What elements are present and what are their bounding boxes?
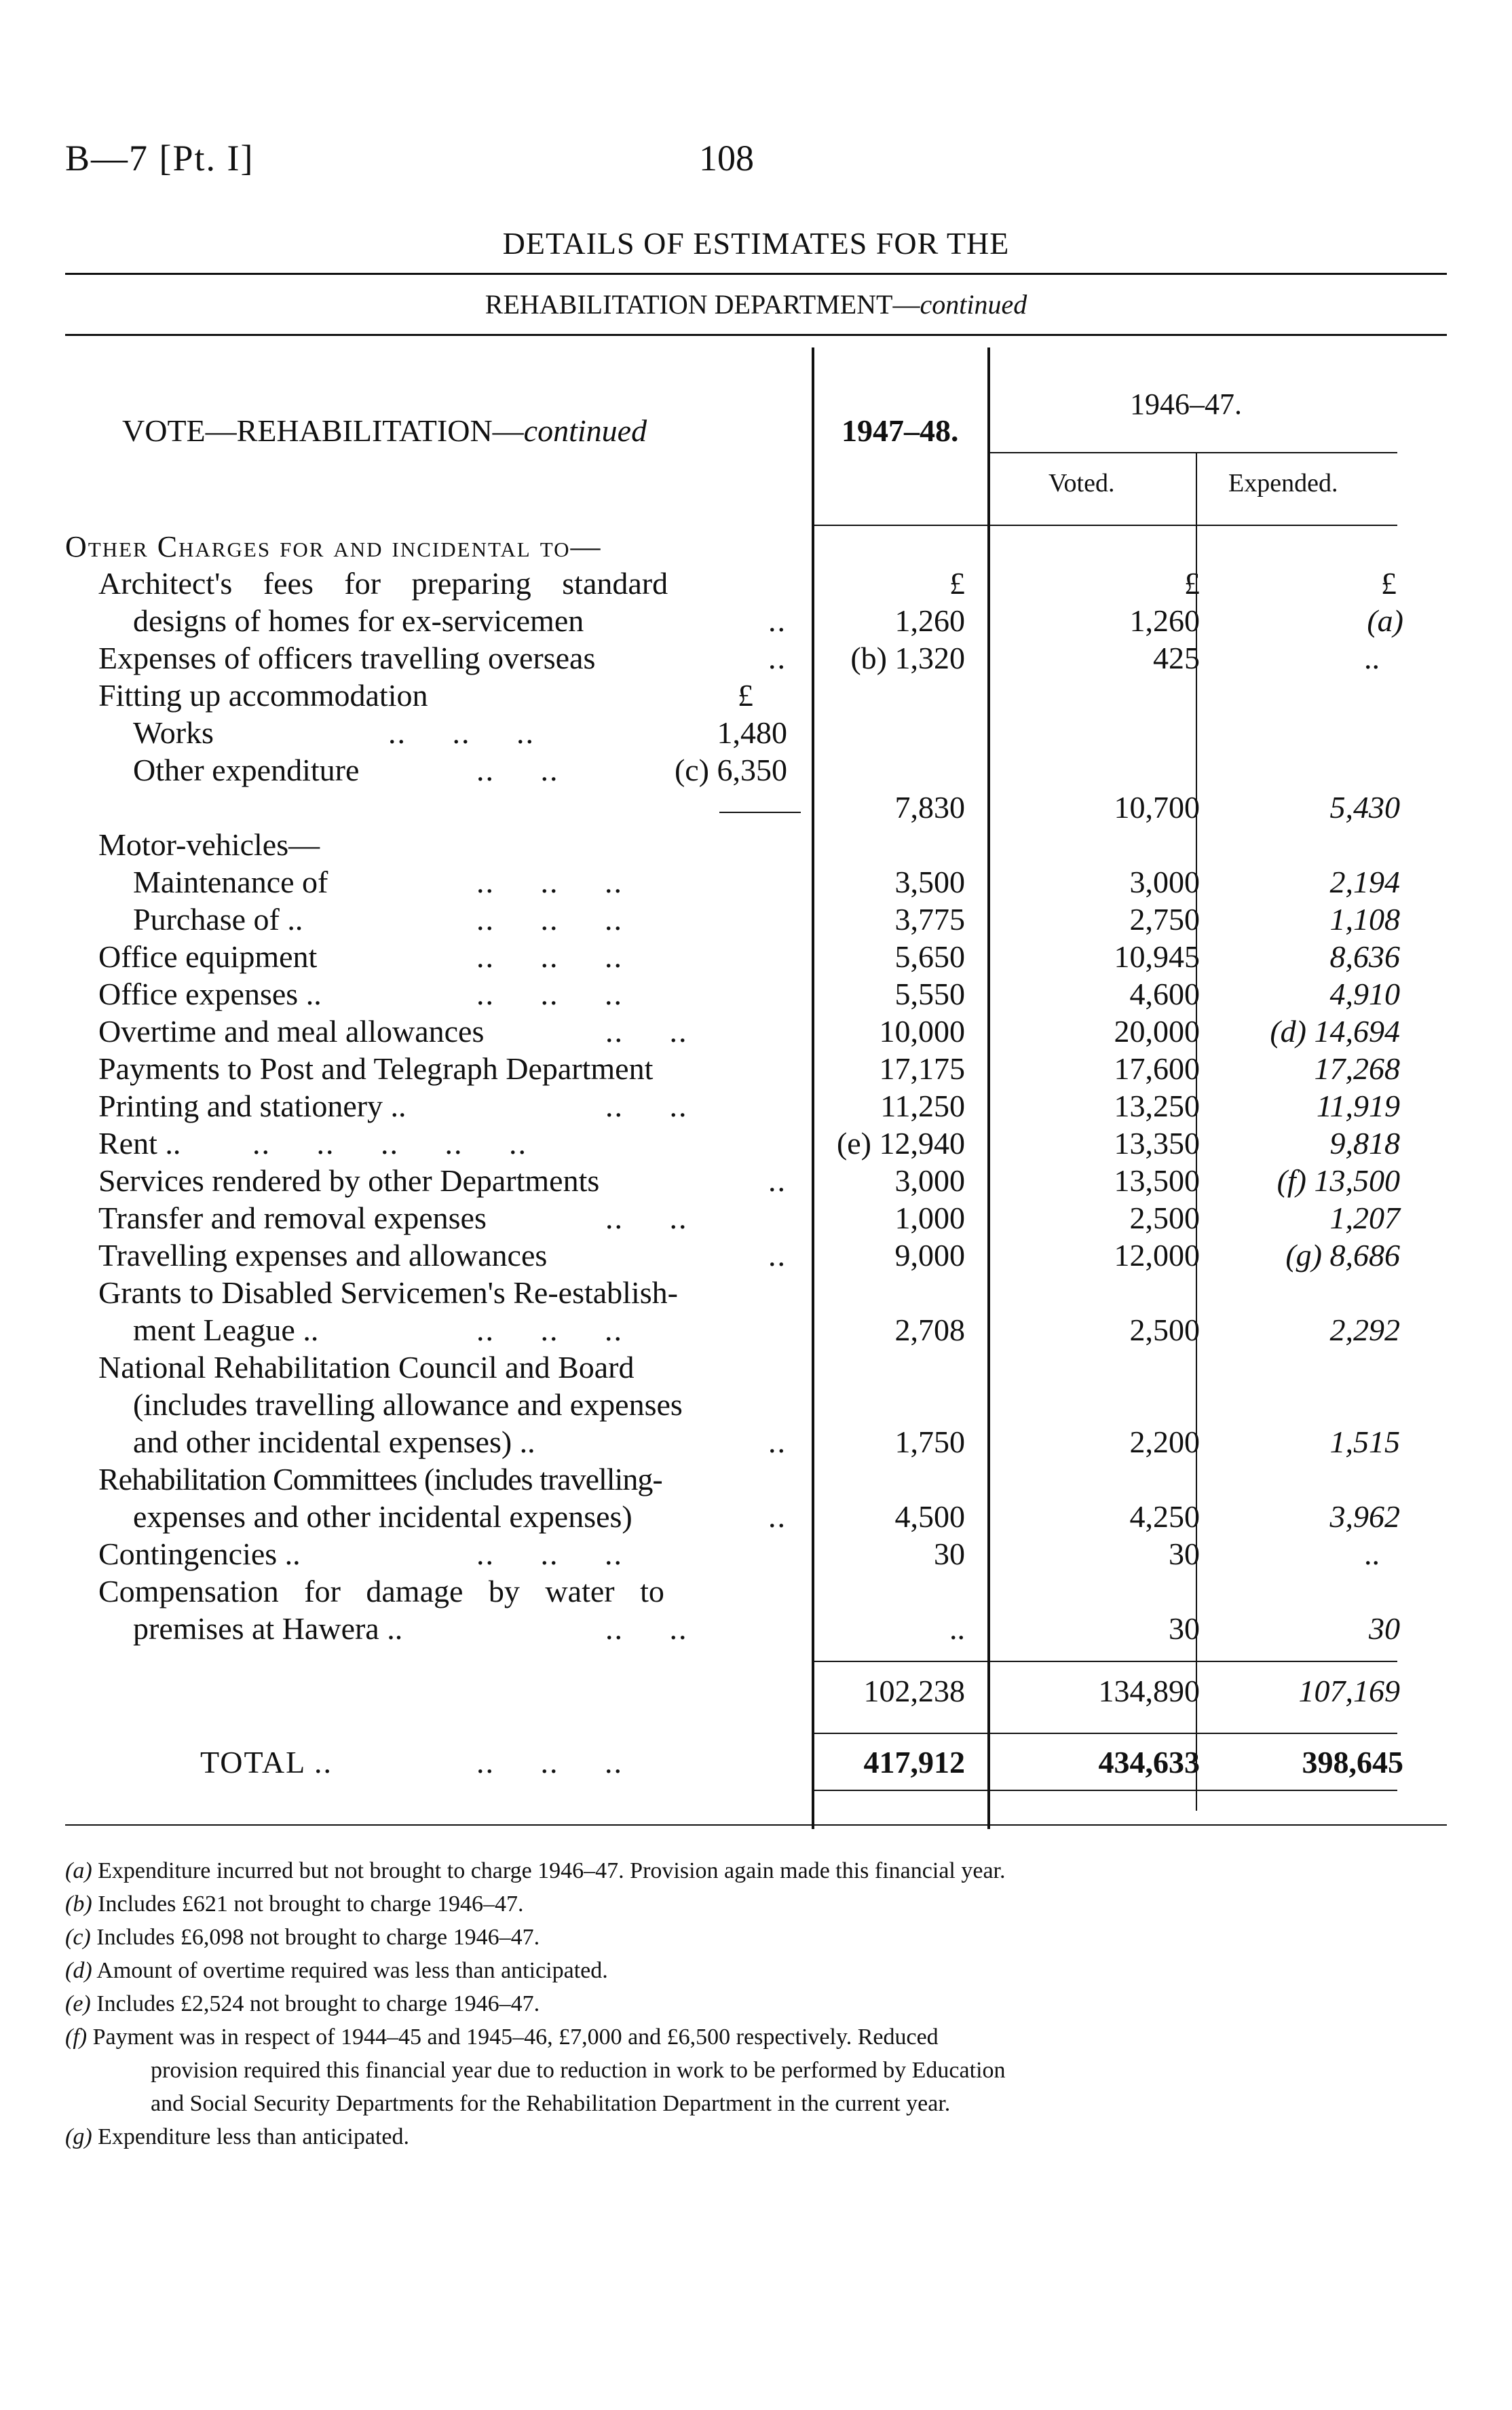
column-header-1946-47: 1946–47. [1130,388,1242,421]
row-leader-dots: .. .. [605,1611,688,1646]
row-value-1947-48: 5,650 [894,939,965,974]
footnote-mark: (d) [65,1958,92,1983]
row-description: Fitting up accommodation [98,678,428,713]
table-row [0,864,1512,902]
row-description: Office expenses .. [98,977,322,1011]
row-inner-value: £ [738,678,753,713]
row-description: Purchase of .. [133,902,303,937]
footnote-a [65,1858,1005,1884]
row-leader-dots: .. .. .. [476,865,623,899]
table-bottom-rule [65,1824,1447,1826]
table-row [0,1312,1512,1350]
row-value-expended: 9,818 [1329,1126,1400,1161]
row-value-expended: 3,962 [1329,1499,1400,1534]
row-value-expended: 4,910 [1329,977,1400,1011]
row-value-voted: 2,200 [1129,1425,1200,1459]
table-row [0,827,1512,865]
total-expended: 398,645 [1302,1745,1403,1780]
row-value-1947-48: 1,260 [894,603,965,638]
table-row [0,1424,1512,1462]
row-description: Transfer and removal expenses [98,1201,487,1235]
row-description: Office equipment [98,939,318,974]
row-description: Rent .. [98,1126,181,1161]
page-title: DETAILS OF ESTIMATES FOR THE [502,226,1010,261]
row-leader-dots: .. [768,603,787,638]
row-value-1947-48: 7,830 [894,790,965,825]
footnote-b [65,1891,523,1917]
row-value-voted: 425 [1153,641,1200,675]
row-value-expended: 1,108 [1329,902,1400,937]
year-prior-underline [989,452,1397,453]
row-value-expended: 17,268 [1314,1051,1400,1086]
row-value-1947-48: 1,000 [894,1201,965,1235]
table-row [0,1013,1512,1051]
row-value-voted: 2,750 [1129,902,1200,937]
row-description: (includes travelling allowance and expenses [133,1387,683,1422]
row-value-1947-48: 4,500 [894,1499,965,1534]
row-description: Other expenditure [133,753,360,787]
row-leader-dots: .. .. .. [388,715,535,750]
row-value-voted: 30 [1169,1537,1200,1571]
row-description: and other incidental expenses) .. [133,1425,535,1459]
vote-heading-main: VOTE—REHABILITATION— [122,413,524,448]
row-description: Printing and stationery .. [98,1089,407,1123]
row-description: Expenses of officers travelling overseas [98,641,596,675]
row-leader-dots: .. .. .. [476,939,623,974]
footnote-text: provision required this financial year due to reduction in work to be performed by Education [151,2058,1006,2083]
vote-heading-continued: continued [523,413,647,448]
footnote-mark: (c) [65,1925,91,1950]
footnote-mark: (e) [65,1991,91,2016]
row-value-voted: £ [1184,566,1200,601]
footnote-text: Includes £2,524 not brought to charge 1946–47. [96,1991,540,2016]
row-value-1947-48: (e) 12,940 [836,1126,965,1161]
row-description: Overtime and meal allowances [98,1014,485,1049]
table-row [0,1387,1512,1425]
row-description: designs of homes for ex-servicemen [133,603,584,638]
column-header-voted: Voted. [1048,469,1115,497]
row-value-voted: 2,500 [1129,1313,1200,1347]
row-description: Architect's fees for preparing standard [98,566,668,601]
row-leader-dots: .. .. [605,1201,688,1235]
row-leader-dots: .. .. .. [476,1313,623,1347]
page-number: 108 [699,138,754,178]
footnote-f-continued [151,2091,950,2117]
row-description: ment League .. [133,1313,319,1347]
row-value-expended: 8,636 [1329,939,1400,974]
table-row [0,715,1512,753]
table-row [0,603,1512,641]
row-leader-dots: .. [768,1425,787,1459]
row-value-1947-48: 10,000 [879,1014,965,1049]
row-description: Motor-vehicles— [98,827,320,862]
table-row [0,565,1512,603]
table-row [0,1349,1512,1387]
subtotal-voted: 134,890 [1098,1674,1200,1708]
column-header-expended: Expended. [1228,469,1338,497]
table-row [0,640,1512,678]
row-leader-dots: .. .. [605,1089,688,1123]
row-description: National Rehabilitation Council and Board [98,1350,635,1385]
row-value-1947-48: 11,250 [880,1089,965,1123]
table-row [0,1125,1512,1163]
vote-heading [122,413,647,449]
table-row [0,1237,1512,1275]
footnote-mark: (b) [65,1891,92,1917]
footnote-text: Payment was in respect of 1944–45 and 1945–46, £7,000 and £6,500 respectively. Reduced [92,2025,939,2050]
row-value-1947-48: £ [949,566,965,601]
subtotal-1947-48: 102,238 [863,1674,965,1708]
row-value-voted: 13,350 [1114,1126,1200,1161]
row-description: Works [133,715,214,750]
row-description: Contingencies .. [98,1537,301,1571]
row-description: expenses and other incidental expenses) [133,1499,632,1534]
row-leader-dots: .. [768,1499,787,1534]
row-value-expended: 2,194 [1329,865,1400,899]
footnote-d [65,1958,608,1984]
row-leader-dots: .. [768,641,787,675]
row-leader-dots: .. .. .. [476,902,623,937]
row-leader-dots: .. .. .. .. .. [252,1126,527,1161]
row-leader-dots: .. .. .. [476,1745,623,1780]
row-value-expended: .. [1364,641,1380,675]
row-value-voted: 10,700 [1114,790,1200,825]
footnote-text: and Social Security Departments for the Rehabilitation Department in the current year. [151,2091,951,2116]
table-row [0,789,1512,827]
row-value-expended: £ [1381,566,1397,601]
subtitle-main: REHABILITATION DEPARTMENT— [485,289,920,320]
title-rule-top [65,273,1447,275]
column-header-1947-48: 1947–48. [842,413,959,448]
row-inner-value: (c) 6,350 [674,753,787,787]
table-row [0,1275,1512,1313]
footnote-f [65,2025,939,2050]
footnote-c [65,1925,540,1951]
row-value-expended: .. [1364,1537,1380,1571]
row-value-voted: 12,000 [1114,1238,1200,1273]
table-row [0,1163,1512,1201]
table-row [0,1088,1512,1126]
table-row [0,1461,1512,1499]
row-value-expended: (f) 13,500 [1277,1163,1400,1198]
document-reference: B—7 [Pt. I] [65,138,254,178]
row-value-voted: 10,945 [1114,939,1200,974]
row-leader-dots: .. [768,1163,787,1198]
row-value-1947-48: 3,500 [894,865,965,899]
row-value-expended: (g) 8,686 [1285,1238,1400,1273]
row-value-voted: 2,500 [1129,1201,1200,1235]
subtotal-row [0,1673,1512,1711]
footnote-mark: (f) [65,2025,88,2050]
row-value-expended: (a) [1367,603,1403,638]
row-value-1947-48: 5,550 [894,977,965,1011]
row-value-expended: 2,292 [1329,1313,1400,1347]
total-rule-top [814,1733,1397,1734]
table-row [0,677,1512,715]
footnote-g [65,2124,409,2150]
row-value-1947-48: 9,000 [894,1238,965,1273]
row-inner-value: 1,480 [717,715,787,750]
footnote-mark: (g) [65,2124,92,2149]
table-row [0,1611,1512,1649]
total-1947-48: 417,912 [863,1745,965,1780]
page-subtitle [0,288,1512,320]
row-leader-dots: .. .. .. [476,1537,623,1571]
row-value-expended: 1,515 [1329,1425,1400,1459]
row-description: Grants to Disabled Servicemen's Re-establish- [98,1275,678,1310]
table-row [0,1200,1512,1238]
total-row [0,1744,1512,1782]
row-value-expended: (d) 14,694 [1270,1014,1400,1049]
footnote-text: Expenditure incurred but not brought to charge 1946–47. Provision again made this financial year. [98,1858,1006,1883]
row-value-voted: 3,000 [1129,865,1200,899]
row-leader-dots: .. .. [605,1014,688,1049]
row-value-expended: 1,207 [1329,1201,1400,1235]
row-value-voted: 4,250 [1129,1499,1200,1534]
total-voted: 434,633 [1098,1745,1200,1780]
title-rule-bottom [65,334,1447,336]
table-row [0,901,1512,939]
header-bottom-rule [812,525,1397,526]
row-description: Compensation for damage by water to [98,1574,664,1608]
row-value-voted: 4,600 [1129,977,1200,1011]
row-value-voted: 13,500 [1114,1163,1200,1198]
table-row [0,1573,1512,1611]
row-value-voted: 20,000 [1114,1014,1200,1049]
footnote-text: Includes £621 not brought to charge 1946–47. [98,1891,524,1917]
row-value-voted: 13,250 [1114,1089,1200,1123]
table-row [0,1499,1512,1537]
row-value-expended: 11,919 [1316,1089,1400,1123]
row-value-1947-48: 30 [934,1537,965,1571]
total-rule-bottom [814,1790,1397,1791]
table-row [0,976,1512,1014]
row-value-1947-48: .. [949,1611,965,1646]
row-value-1947-48: 3,775 [894,902,965,937]
total-label: TOTAL .. [200,1745,333,1780]
row-description: Rehabilitation Committees (includes travelling- [98,1462,662,1496]
row-leader-dots: .. .. .. [476,977,623,1011]
row-leader-dots: .. .. [476,753,559,787]
row-value-1947-48: 17,175 [879,1051,965,1086]
footnote-mark: (a) [65,1858,92,1883]
row-leader-dots: .. [768,1238,787,1273]
row-value-1947-48: 3,000 [894,1163,965,1198]
row-value-expended: 30 [1369,1611,1400,1646]
subtotal-rule-2 [814,1661,1397,1662]
footnote-text: Expenditure less than anticipated. [98,2124,410,2149]
table-row [0,752,1512,790]
row-value-1947-48: 2,708 [894,1313,965,1347]
row-description: Maintenance of [133,865,328,899]
table-row [0,1051,1512,1089]
row-description: premises at Hawera .. [133,1611,403,1646]
table-row [0,1536,1512,1574]
row-value-voted: 30 [1169,1611,1200,1646]
row-description: Services rendered by other Departments [98,1163,600,1198]
subtitle-continued: continued [920,289,1027,320]
footnote-f-continued [151,2058,1006,2084]
row-value-voted: 17,600 [1114,1051,1200,1086]
row-value-1947-48: 1,750 [894,1425,965,1459]
footnote-text: Amount of overtime required was less than anticipated. [96,1958,608,1983]
row-description: Payments to Post and Telegraph Department [98,1051,654,1086]
row-value-voted: 1,260 [1129,603,1200,638]
table-row [0,939,1512,977]
row-value-expended: 5,430 [1329,790,1400,825]
footnote-text: Includes £6,098 not brought to charge 1946–47. [96,1925,540,1950]
row-value-1947-48: (b) 1,320 [850,641,965,675]
row-description: Travelling expenses and allowances [98,1238,548,1273]
section-heading: Other Charges for and incidental to— [65,530,602,563]
footnote-e [65,1991,540,2017]
subtotal-expended: 107,169 [1298,1674,1400,1708]
